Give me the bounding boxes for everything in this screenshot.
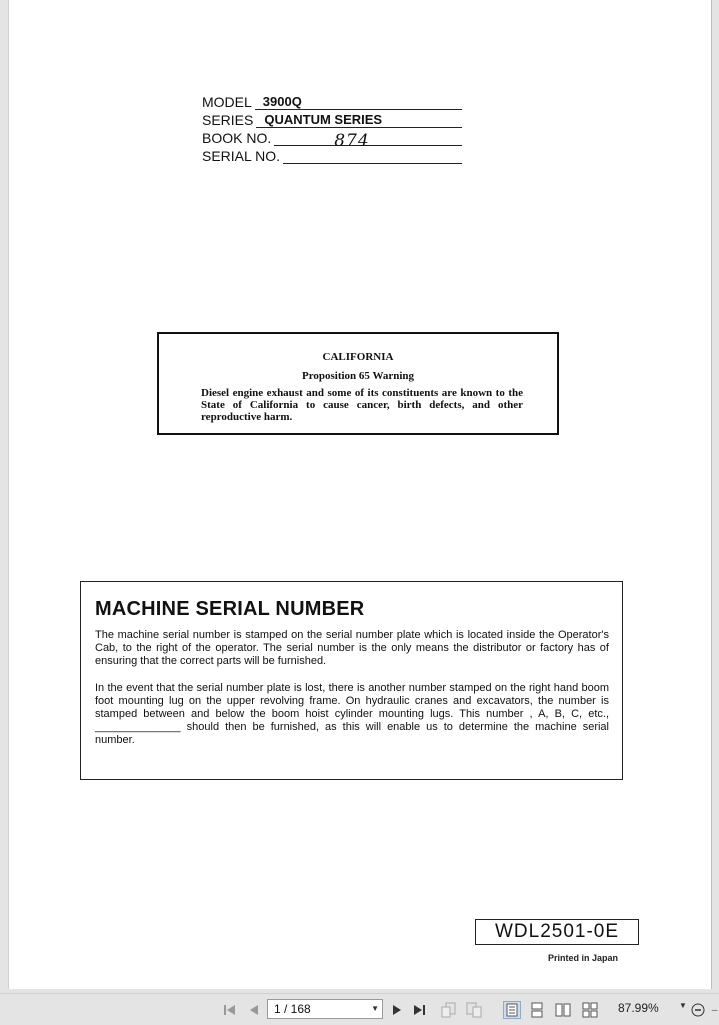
document-code: WDL2501-0E <box>475 919 639 945</box>
page-number-field[interactable] <box>267 999 383 1019</box>
model-value: 3900Q <box>262 94 302 109</box>
next-page-icon[interactable] <box>390 1001 404 1019</box>
first-page-icon[interactable] <box>222 1001 238 1019</box>
book-label: BOOK NO. <box>202 130 272 146</box>
series-value: QUANTUM SERIES <box>264 112 383 127</box>
book-row <box>202 128 462 151</box>
california-title: CALIFORNIA <box>322 351 394 363</box>
viewer-toolbar <box>0 993 719 1025</box>
california-subtitle: Proposition 65 Warning <box>301 370 415 382</box>
view-back-icon[interactable] <box>440 1001 458 1019</box>
view-forward-icon[interactable] <box>465 1001 483 1019</box>
continuous-facing-view-icon[interactable] <box>580 1001 600 1019</box>
series-line <box>256 112 462 128</box>
continuous-view-icon[interactable] <box>528 1001 546 1019</box>
page-number-text: 1 / 168 <box>274 1002 311 1016</box>
machine-serial-title: MACHINE SERIAL NUMBER <box>95 598 365 620</box>
california-text: Diesel engine exhaust and some of its constituents are known to the State of California to cause cancer, birth defects, and other reproductive harm. <box>201 387 523 423</box>
printed-in-label: Printed in Japan <box>548 953 619 963</box>
model-row <box>202 92 462 110</box>
serial-line <box>283 148 462 164</box>
model-label: MODEL <box>202 94 252 110</box>
zoom-dropdown-icon[interactable]: ▼ <box>679 1001 687 1010</box>
last-page-icon[interactable] <box>412 1001 428 1019</box>
model-line <box>255 94 462 110</box>
zoom-out-icon[interactable] <box>690 1001 706 1019</box>
page-dropdown-icon[interactable]: ▼ <box>371 1004 379 1013</box>
book-line <box>274 130 462 151</box>
header-form <box>202 92 462 164</box>
series-label: SERIES <box>202 112 254 128</box>
series-row <box>202 110 462 128</box>
zoom-level[interactable]: 87.99% <box>618 1001 659 1015</box>
document-page <box>8 0 712 989</box>
toolbar-separator: – <box>711 1004 718 1016</box>
california-warning-box <box>157 332 559 435</box>
machine-serial-para1: The machine serial number is stamped on the serial number plate which is located inside the Operator's Cab, to the right of the operator. The serial number is the only means the distributor or factory has of ensuring that the correct parts will be furnished. <box>95 629 609 667</box>
machine-serial-box <box>80 581 623 780</box>
facing-view-icon[interactable] <box>553 1001 573 1019</box>
single-page-view-icon[interactable] <box>503 1001 521 1019</box>
machine-serial-para2: In the event that the serial number plate is lost, there is another number stamped on the right hand boom foot mounting lug on the upper revolving frame. On hydraulic cranes and excavators, the number is stamped between and below the boom hoist cylinder mounting lugs. This number , A, B, C, etc., ______________ should then be furnished, as this will enable us to determine the machine serial number. <box>95 682 609 746</box>
previous-page-icon[interactable] <box>247 1001 261 1019</box>
serial-label: SERIAL NO. <box>202 148 281 164</box>
serial-row <box>202 146 462 164</box>
book-value: 874 <box>334 131 370 151</box>
